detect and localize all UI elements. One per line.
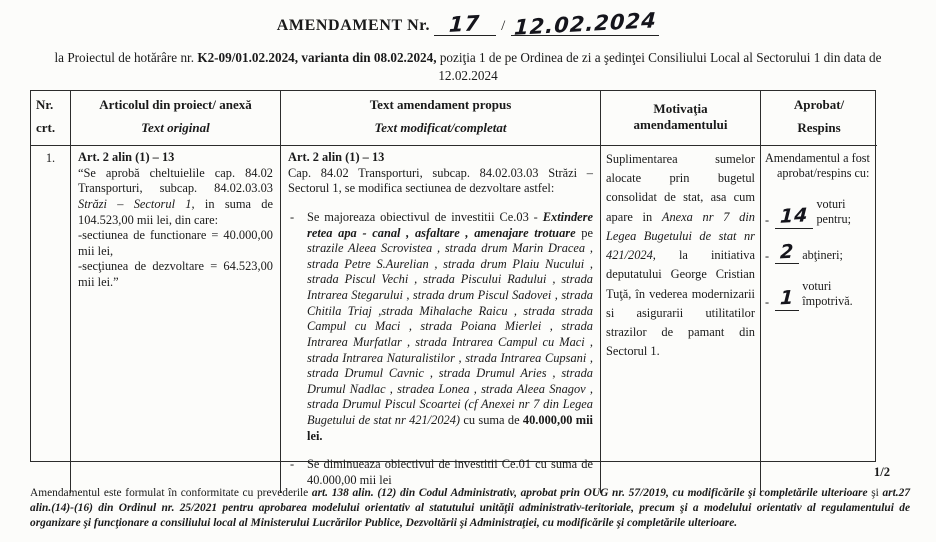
- header-approved-line2: Respins: [797, 120, 841, 135]
- row-number-cell: [31, 146, 71, 493]
- header-nr: Nr.: [36, 97, 54, 112]
- bullet1-pre: Se majoreaza obiectivul de investitii Ce.03 -: [307, 209, 543, 224]
- amendment-heading: Art. 2 alin (1) – 13: [288, 150, 385, 164]
- motivation-post: la initiativa deputatului George Cristian Tuţă, în vederea modernizarii si asigurarii utilitatilor strazilor de pamant din Sectorul 1.: [606, 248, 755, 359]
- header-article-line2: Text original: [141, 120, 210, 135]
- vote-abstain-label: abţineri;: [802, 247, 843, 262]
- header-article-line1: Articolul din proiect/ anexă: [99, 97, 252, 112]
- amendment-intro: Cap. 84.02 Transporturi, subcap. 84.02.03.03 Străzi – Sectorul 1, se modifica sectiunea de dezvoltare astfel:: [288, 165, 593, 196]
- bullet1-amount: 40.000,00 mii lei.: [307, 413, 594, 443]
- header-amendment-line1: Text amendament propus: [369, 97, 512, 112]
- motivation-annex-reference: Anexa nr 7 din Legea Bugetului de stat nr 421/2024,: [606, 209, 755, 263]
- amendment-bullet-1-text: [307, 210, 593, 444]
- subtitle-part1: la Proiectul de hotărâre nr.: [54, 50, 198, 65]
- vote-against-count-blank: [775, 286, 799, 310]
- vote-for-row: [765, 197, 873, 229]
- vote-against-label: voturi împotrivă.: [802, 278, 853, 309]
- vote-for-count-blank: [775, 204, 813, 228]
- header-cell-article: [71, 91, 281, 146]
- legal-footer: [30, 486, 910, 531]
- approval-result-cell: [761, 146, 877, 493]
- subtitle-reference: K2-09/01.02.2024, varianta din 08.02.2024,: [197, 50, 437, 65]
- vote-dash: -: [765, 295, 770, 310]
- bullet-dash: -: [290, 457, 295, 472]
- amendment-bullet-2: [288, 457, 593, 488]
- footer-conjunction: şi: [867, 487, 883, 499]
- bullet-dash: -: [290, 209, 295, 224]
- original-paragraph: [78, 166, 273, 229]
- vote-for-label: voturi pentru;: [816, 196, 851, 227]
- amendments-table: [30, 90, 876, 487]
- header-crt: crt.: [36, 120, 56, 135]
- bullet1-post: cu suma de: [460, 413, 523, 427]
- vote-against-row: [765, 279, 873, 311]
- subtitle: [18, 49, 918, 85]
- title-separator: /: [501, 18, 506, 34]
- header-cell-amendment-text: [281, 91, 601, 146]
- motivation-cell: [601, 146, 761, 493]
- original-text-cell: [71, 146, 281, 493]
- row-number: 1.: [45, 151, 56, 165]
- vote-dash: -: [765, 213, 770, 228]
- subtitle-date-line: 12.02.2024: [438, 67, 498, 83]
- bullet1-mid: pe: [575, 225, 593, 240]
- header-amendment-line2: Text modificat/completat: [374, 120, 507, 135]
- title-label: AMENDAMENT Nr.: [276, 17, 431, 34]
- vote-against-count-handwritten: 1: [779, 286, 795, 310]
- header-cell-approved: [761, 91, 877, 146]
- page-number: 1/2: [873, 465, 890, 479]
- footer-legal-ref-1: art. 138 alin. (12) din Codul Administrativ, aprobat prin OUG nr. 57/2019, cu modificările şi completările ulterioare: [311, 487, 868, 499]
- vote-dash: -: [765, 248, 770, 263]
- amendment-text-cell: [281, 146, 601, 493]
- motivation-pre: Suplimentarea sumelor alocate prin bugetul consolidat de stat, asa cum apare in: [606, 152, 755, 224]
- title-date-blank: [511, 8, 659, 40]
- amendment-bullet-1: [288, 210, 593, 444]
- result-line2: aprobat/respins cu:: [777, 166, 870, 181]
- vote-for-count-handwritten: 14: [779, 204, 810, 228]
- footer-legal-ref-2: art.27 alin.(14)-(16) din Ordinul nr. 25/2021 pentru aprobarea modelului orientativ al statutului unităţii administrativ-teritoriale, precum şi a modelului orientativ al regulamentului de organizare şi funcţionare a consiliului local al Ministerului Lucrărilor Publice, Dezvoltării şi Administraţiei, cu modificările şi completările ulterioare.: [30, 487, 911, 530]
- result-line1: Amendamentul a fost: [765, 151, 870, 165]
- header-motivation: Motivaţia amendamentului: [633, 100, 728, 132]
- bullet1-street-list: strazile Aleea Scrovistea , strada drum Marin Dracea , strada Petre S.Aurelian , strada drum Plaiu Nucului , strada Piscul Vechi , strada Piscului Radului , strada Intrarea Stegarului , strada drum Piscul Sadovei , strada Chitila Triaj ,strada Mihalache Raicu , strada strada Campul cu Maci , strada Poiana Mierlei , strada Intrarea Murfatlar , strada Intrarea Campul cu Maci , strada Intrarea Naturalistilor , strada Intrarea Cupsani , strada Drumul Cavnic , strada Drumul Aries , strada Drumul Nadlac , stradea Lonea , strada Aleea Snagov , strada Drumul Piscul Scoartei (cf Anexei nr 7 din Legea Bugetului de stat nr 421/2024): [307, 241, 593, 427]
- header-cell-motivation: [601, 91, 761, 146]
- vote-abstain-row: [765, 240, 873, 264]
- subtitle-part2: poziţia 1 de pe Ordinea de zi a şedinţei Consiliului Local al Sectorului 1 din data de: [436, 50, 882, 65]
- original-p1-post: in suma de 104.523,00 mii lei, din care:: [78, 196, 273, 227]
- original-p1-pre: “Se aprobă cheltuielile cap. 84.02 Transporturi, subcap. 84.02.03.03: [78, 165, 273, 196]
- header-cell-nr-crt: [31, 91, 71, 146]
- document-title: [0, 8, 936, 40]
- original-p1-italic: Străzi – Sectorul 1,: [78, 196, 195, 211]
- amendment-bullet-2-text: Se diminueaza obiectivul de investitii Ce.01 cu suma de 40.000,00 mii lei: [307, 457, 593, 487]
- original-line-functioning: -sectiunea de functionare = 40.000,00 mii lei,: [78, 228, 273, 258]
- footer-regular: Amendamentul este formulat în conformitate cu prevederile: [30, 487, 312, 499]
- header-approved-line1: Aprobat/: [793, 97, 845, 112]
- bullet1-bold-italic: Extindere retea apa - canal , asfaltare , amenajare trotuare: [307, 209, 593, 240]
- title-date-handwritten: 12.02.2024: [513, 8, 658, 40]
- original-heading: Art. 2 alin (1) – 13: [78, 150, 175, 164]
- title-number-blank: [434, 11, 496, 37]
- title-number-handwritten: 17: [448, 11, 482, 37]
- original-line-development: -secţiunea de dezvoltare = 64.523,00 mii lei.”: [78, 259, 273, 289]
- vote-abstain-count-handwritten: 2: [779, 240, 795, 263]
- vote-abstain-count-blank: [775, 240, 799, 264]
